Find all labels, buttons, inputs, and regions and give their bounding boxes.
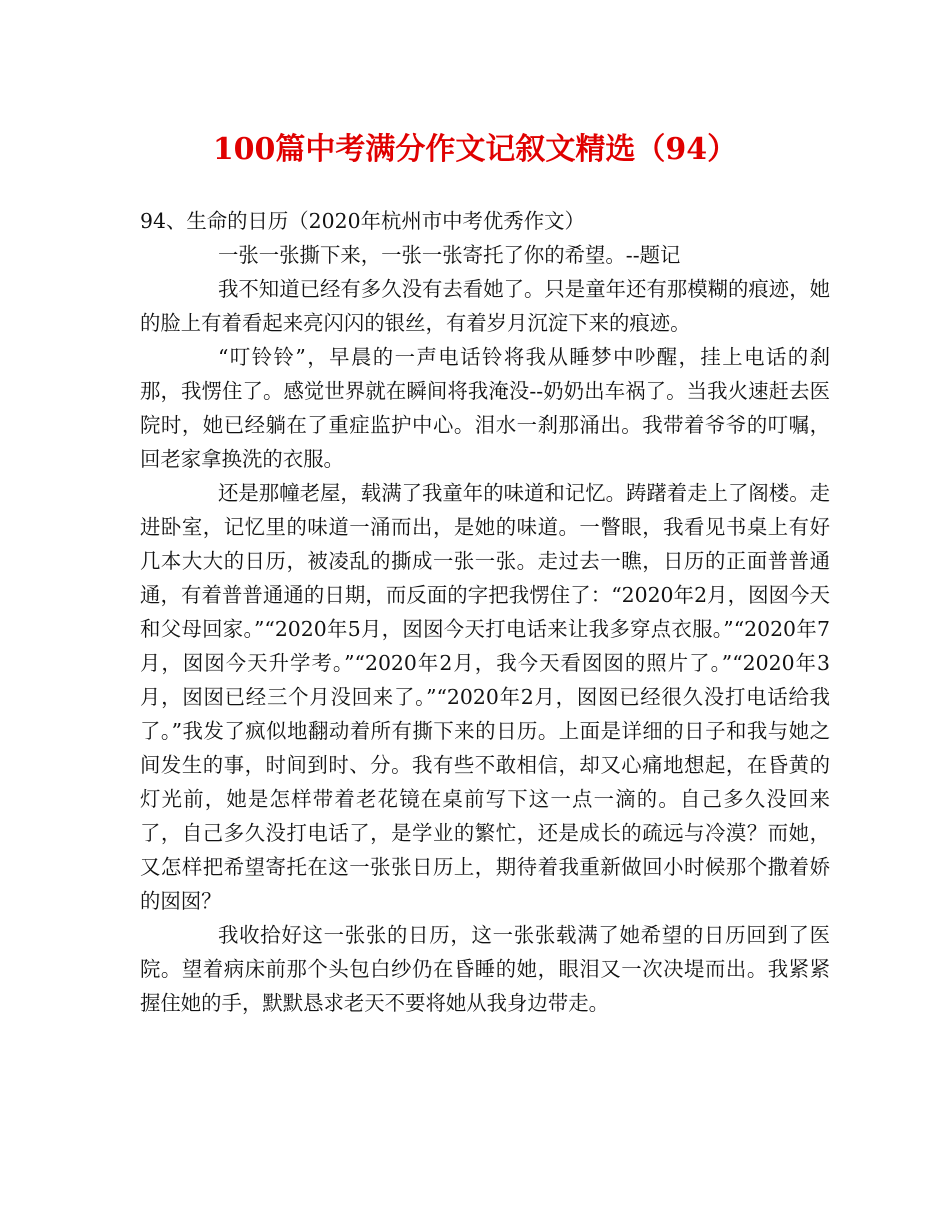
paragraph-3: 还是那幢老屋，载满了我童年的味道和记忆。踌躇着走上了阁楼。走进卧室，记忆里的味道一涌而出，是她的味道。一瞥眼，我看见书桌上有好几本大大的日历，被凌乱的撕成一张一张。走过去一瞧，日历的正面普普通通，有着普普通通的日期，而反面的字把我愣住了：“2020年2月，囡囡今天和父母回家。”“2020年5月，囡囡今天打电话来让我多穿点衣服。”“2020年7月，囡囡今天升学考。”“2020年2月，我今天看囡囡的照片了。”“2020年3月，囡囡已经三个月没回来了。”“2020年2月，囡囡已经很久没打电话给我了。”我发了疯似地翻动着所有撕下来的日历。上面是详细的日子和我与她之间发生的事，时间到时、分。我有些不敢相信，却又心痛地想起，在昏黄的灯光前，她是怎样带着老花镜在桌前写下这一点一滴的。自己多久没回来了，自己多久没打电话了，是学业的繁忙，还是成长的疏远与冷漠？而她，又怎样把希望寄托在这一张张日历上，期待着我重新做回小时候那个撒着娇的囡囡？ — [140, 481, 830, 913]
document-title: 100篇中考满分作文记叙文精选（94） — [212, 132, 738, 167]
essay-heading: 94、生命的日历（2020年杭州市中考优秀作文） — [140, 209, 585, 233]
document-body — [140, 204, 830, 1020]
paragraph-2: “叮铃铃”，早晨的一声电话铃将我从睡梦中吵醒，挂上电话的刹那，我愣住了。感觉世界就在瞬间将我淹没--奶奶出车祸了。当我火速赶去医院时，她已经躺在了重症监护中心。泪水一刹那涌出。我带着爷爷的叮嘱，回老家拿换洗的衣服。 — [140, 345, 830, 471]
epigraph: 一张一张撕下来，一张一张寄托了你的希望。--题记 — [218, 243, 681, 267]
paragraph-1: 我不知道已经有多久没有去看她了。只是童年还有那模糊的痕迹，她的脸上有着看起来亮闪闪的银丝，有着岁月沉淀下来的痕迹。 — [140, 277, 830, 335]
paragraph-4: 我收拾好这一张张的日历，这一张张载满了她希望的日历回到了医院。望着病床前那个头包白纱仍在昏睡的她，眼泪又一次决堤而出。我紧紧握住她的手，默默恳求老天不要将她从我身边带走。 — [140, 923, 830, 1015]
